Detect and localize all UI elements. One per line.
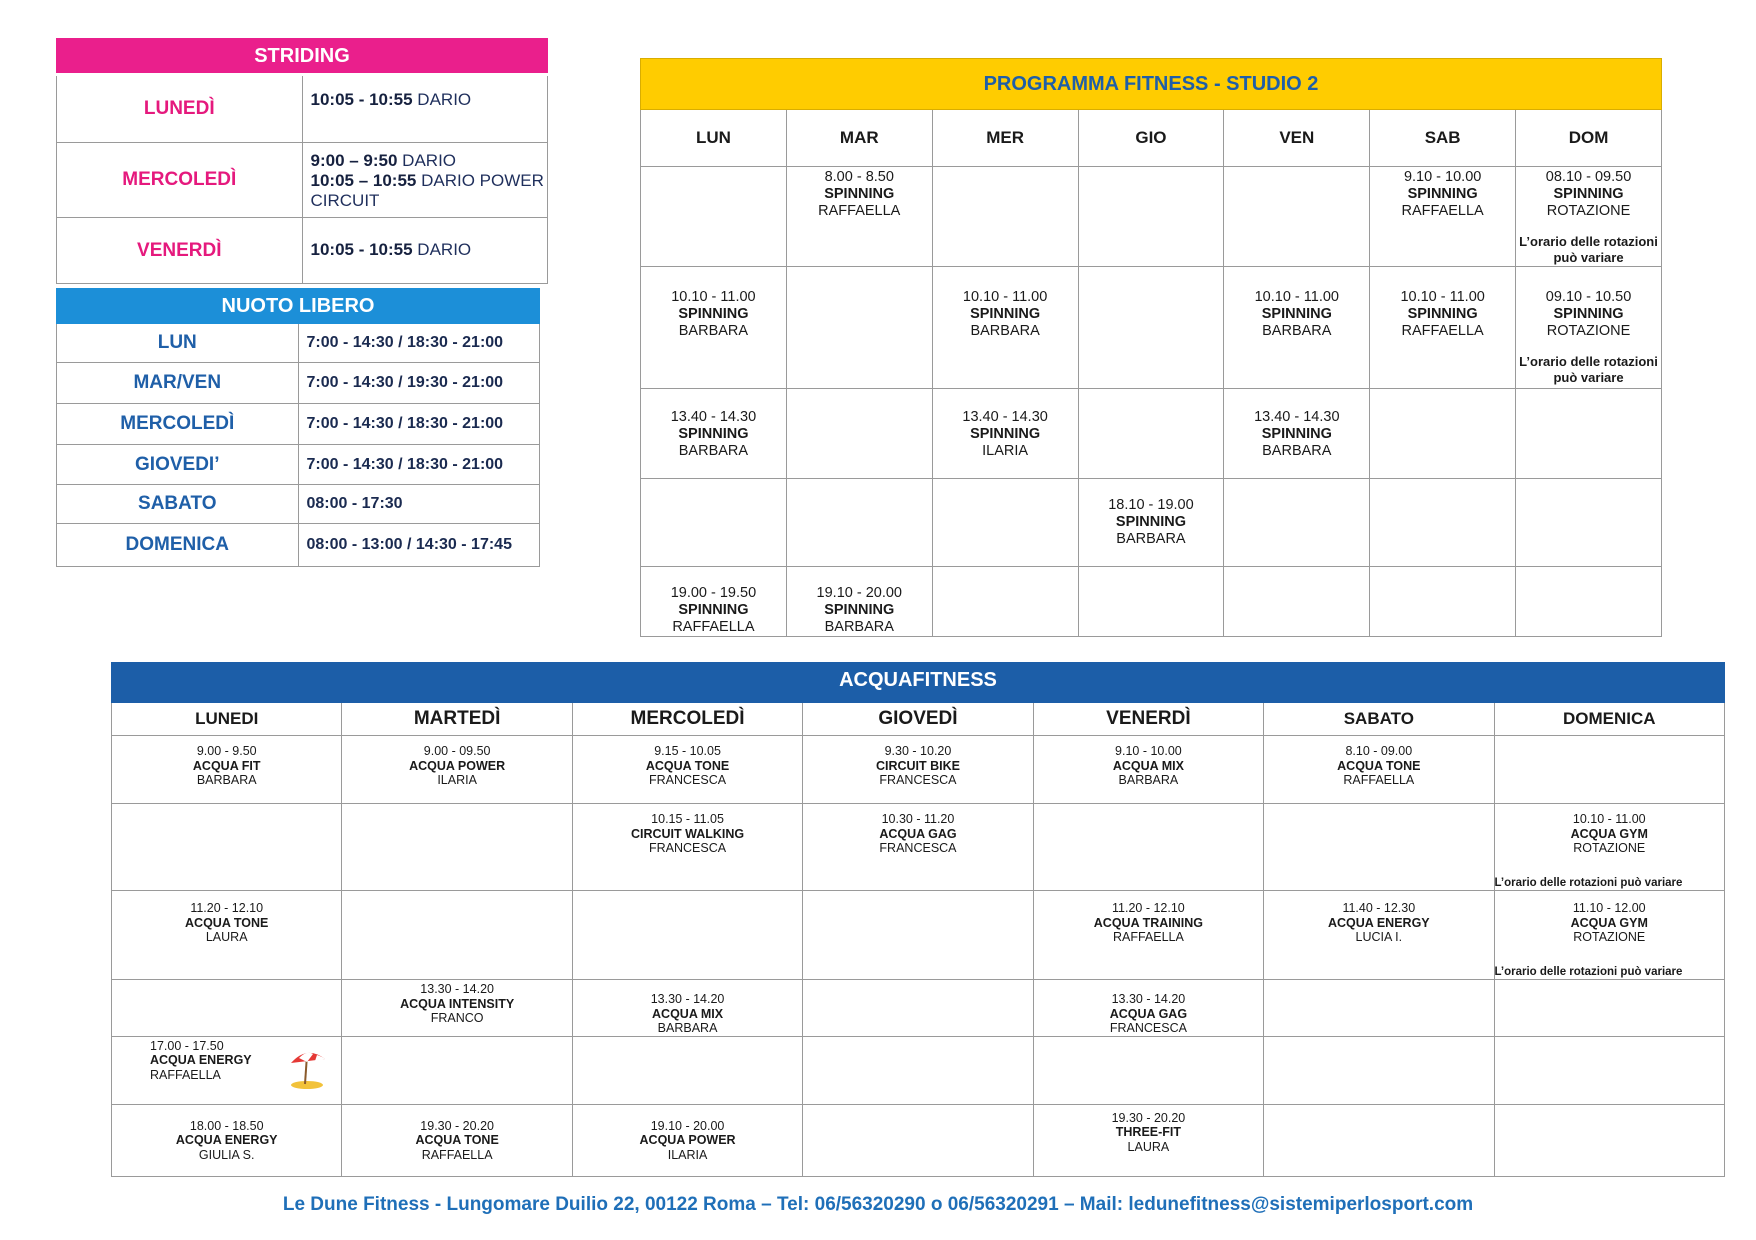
studio-cell xyxy=(1516,567,1662,637)
acqua-cell xyxy=(112,1104,342,1176)
acqua-cell xyxy=(572,804,802,891)
acqua-cell xyxy=(803,980,1033,1037)
acqua-cell xyxy=(803,1036,1033,1104)
acqua-class: ACQUA TONE xyxy=(1337,758,1421,773)
acqua-cell xyxy=(1494,1104,1724,1176)
nuoto-day: SABATO xyxy=(57,485,299,524)
studio-class: SPINNING xyxy=(970,426,1041,442)
acqua-time: 10.15 - 11.05 xyxy=(651,812,724,826)
acqua-cell xyxy=(112,736,342,804)
acqua-row xyxy=(112,1104,1725,1176)
studio-cell xyxy=(1224,267,1370,389)
acqua-cell xyxy=(1494,804,1724,891)
striding-day: LUNEDÌ xyxy=(57,75,303,143)
studio-cell xyxy=(1224,479,1370,567)
acqua-instructor: FRANCO xyxy=(430,1011,484,1025)
striding-day: MERCOLEDÌ xyxy=(57,143,303,218)
nuoto-libero-table xyxy=(56,288,540,567)
acqua-instructor: ROTAZIONE xyxy=(1573,841,1646,855)
studio-day-header: MER xyxy=(932,110,1078,167)
acqua-instructor: RAFFAELLA xyxy=(421,1147,493,1162)
studio-time: 19.00 - 19.50 xyxy=(670,585,757,601)
studio-class: SPINNING xyxy=(1553,306,1624,322)
studio-cell xyxy=(932,167,1078,267)
studio-cell xyxy=(932,567,1078,637)
acqua-cell xyxy=(342,736,572,804)
acqua-cell xyxy=(1033,736,1263,804)
studio-instructor: BARBARA xyxy=(1262,323,1332,339)
striding-table xyxy=(56,38,548,284)
acqua-cell xyxy=(1494,1036,1724,1104)
studio-cell xyxy=(1224,389,1370,479)
nuoto-hours: 7:00 - 14:30 / 19:30 - 21:00 xyxy=(298,363,540,404)
acqua-instructor: ROTAZIONE xyxy=(1573,930,1646,944)
nuoto-day: MERCOLEDÌ xyxy=(57,404,299,445)
acqua-row xyxy=(112,736,1725,804)
acqua-cell xyxy=(1264,804,1494,891)
acqua-cell xyxy=(342,804,572,891)
acqua-instructor: ILARIA xyxy=(437,773,477,787)
studio-time: 10.10 - 11.00 xyxy=(1254,289,1339,305)
acqua-time: 10.10 - 11.00 xyxy=(1572,812,1646,826)
acqua-note: L’orario delle rotazioni può variare xyxy=(1494,876,1683,889)
acqua-instructor: RAFFAELLA xyxy=(1343,773,1415,787)
studio-cell xyxy=(641,567,787,637)
acqua-cell xyxy=(1264,1036,1494,1104)
acqua-day-header: MERCOLEDÌ xyxy=(572,700,802,736)
acqua-instructor: FRANCESCA xyxy=(649,773,727,787)
studio-cell xyxy=(1370,167,1516,267)
studio-class: SPINNING xyxy=(1407,306,1478,322)
acqua-time: 13.30 - 14.20 xyxy=(1111,992,1186,1006)
acqua-cell xyxy=(1033,1104,1263,1176)
acqua-instructor: FRANCESCA xyxy=(649,841,727,855)
acqua-title: ACQUAFITNESS xyxy=(112,663,1725,701)
nuoto-hours: 08:00 - 13:00 / 14:30 - 17:45 xyxy=(298,524,540,567)
striding-text: DARIO xyxy=(412,240,472,259)
striding-info xyxy=(302,143,548,218)
acqua-class: ACQUA GYM xyxy=(1570,826,1648,841)
studio-instructor: ILARIA xyxy=(982,443,1029,459)
studio-cell xyxy=(1516,479,1662,567)
studio-cell xyxy=(786,567,932,637)
studio-time: 8.00 - 8.50 xyxy=(824,169,894,185)
acqua-day-header: GIOVEDÌ xyxy=(803,700,1033,736)
striding-time: 10:05 - 10:55 xyxy=(310,90,413,109)
acqua-cell xyxy=(1494,891,1724,980)
studio-cell xyxy=(932,389,1078,479)
acqua-time: 9.00 - 9.50 xyxy=(196,744,257,758)
acqua-cell xyxy=(1494,736,1724,804)
acqua-cell xyxy=(112,980,342,1037)
striding-time: 9:00 – 9:50 xyxy=(310,151,398,170)
studio-cell xyxy=(1078,389,1224,479)
studio-instructor: ROTAZIONE xyxy=(1546,323,1631,339)
acqua-class: ACQUA MIX xyxy=(652,1006,724,1021)
acqua-cell xyxy=(342,891,572,980)
studio-instructor: RAFFAELLA xyxy=(818,203,901,219)
acqua-class: CIRCUIT WALKING xyxy=(630,826,745,841)
acqua-cell xyxy=(1264,891,1494,980)
acqua-cell xyxy=(803,804,1033,891)
studio-note: L’orario delle rotazioni può variare xyxy=(1519,354,1658,385)
acqua-class: ACQUA GAG xyxy=(1109,1006,1188,1021)
striding-time: 10:05 – 10:55 xyxy=(310,171,417,190)
nuoto-hours: 7:00 - 14:30 / 18:30 - 21:00 xyxy=(298,324,540,363)
studio-time: 10.10 - 11.00 xyxy=(1400,289,1485,305)
acqua-class: ACQUA MIX xyxy=(1112,758,1184,773)
acqua-class: ACQUA GAG xyxy=(879,826,957,841)
studio-cell xyxy=(1224,167,1370,267)
acqua-cell xyxy=(572,980,802,1037)
acqua-cell xyxy=(572,891,802,980)
footer-contact: Le Dune Fitness - Lungomare Duilio 22, 00122 Roma – Tel: 06/56320290 o 06/56320291 – Mail: ledunefitness@sistemiperlosport.com xyxy=(282,1194,1474,1215)
acqua-instructor: FRANCESCA xyxy=(879,841,957,855)
studio-time: 10.10 - 11.00 xyxy=(671,289,756,305)
acqua-instructor: BARBARA xyxy=(657,1021,718,1035)
nuoto-title: NUOTO LIBERO xyxy=(57,289,540,324)
acqua-instructor: LUCIA I. xyxy=(1355,930,1403,944)
acqua-day-header: SABATO xyxy=(1264,700,1494,736)
studio-class: SPINNING xyxy=(970,306,1041,322)
striding-time: 10:05 - 10:55 xyxy=(310,240,413,259)
striding-text: DARIO xyxy=(412,90,472,109)
acqua-instructor: RAFFAELLA xyxy=(1112,930,1184,944)
nuoto-hours: 7:00 - 14:30 / 18:30 - 21:00 xyxy=(298,445,540,485)
acqua-cell xyxy=(112,891,342,980)
acqua-cell xyxy=(112,1036,342,1104)
studio-class: SPINNING xyxy=(1407,186,1478,202)
studio-day-header: MAR xyxy=(786,110,932,167)
acqua-instructor: LAURA xyxy=(205,930,248,944)
acqua-instructor: ILARIA xyxy=(667,1147,708,1162)
studio-time: 13.40 - 14.30 xyxy=(962,409,1048,425)
studio-cell xyxy=(641,389,787,479)
acqua-class: ACQUA ENERGY xyxy=(150,1053,252,1067)
acqua-class: ACQUA TONE xyxy=(415,1133,499,1147)
studio-time: 18.10 - 19.00 xyxy=(1108,497,1194,513)
acqua-instructor: BARBARA xyxy=(1118,773,1179,787)
acqua-class: CIRCUIT BIKE xyxy=(875,758,960,773)
studio-instructor: BARBARA xyxy=(970,323,1040,339)
studio-cell xyxy=(786,389,932,479)
studio-day-header: LUN xyxy=(641,110,787,167)
acqua-time: 9.30 - 10.20 xyxy=(884,744,952,758)
studio-time: 19.10 - 20.00 xyxy=(816,585,902,601)
studio-cell xyxy=(786,267,932,389)
acqua-time: 11.20 - 12.10 xyxy=(190,901,264,915)
nuoto-day: GIOVEDI’ xyxy=(57,445,299,485)
acqua-cell xyxy=(572,1104,802,1176)
studio-class: SPINNING xyxy=(1261,306,1332,322)
studio-cell xyxy=(1224,567,1370,637)
striding-text: DARIO xyxy=(397,151,457,170)
nuoto-day: DOMENICA xyxy=(57,524,299,567)
acqua-cell xyxy=(112,804,342,891)
studio-instructor: RAFFAELLA xyxy=(1401,323,1484,339)
nuoto-day: LUN xyxy=(57,324,299,363)
studio-class: SPINNING xyxy=(1115,514,1186,530)
studio-cell xyxy=(786,167,932,267)
acqua-time: 9.00 - 09.50 xyxy=(423,744,491,758)
acqua-time: 13.30 - 14.20 xyxy=(650,992,725,1006)
acqua-class: ACQUA ENERGY xyxy=(1328,915,1430,930)
acqua-cell xyxy=(1033,891,1263,980)
studio-time: 13.40 - 14.30 xyxy=(670,409,757,425)
striding-day: VENERDÌ xyxy=(57,218,303,284)
studio-instructor: BARBARA xyxy=(1262,443,1332,459)
studio-cell xyxy=(1078,267,1224,389)
nuoto-hours: 7:00 - 14:30 / 18:30 - 21:00 xyxy=(298,404,540,445)
acqua-class: ACQUA POWER xyxy=(409,758,506,773)
studio-title: PROGRAMMA FITNESS - STUDIO 2 xyxy=(641,59,1662,110)
striding-info xyxy=(302,75,548,143)
acqua-time: 19.10 - 20.00 xyxy=(650,1118,725,1133)
studio-cell xyxy=(1516,389,1662,479)
studio-cell xyxy=(641,167,787,267)
acqua-class: ACQUA GYM xyxy=(1570,915,1648,930)
studio-cell xyxy=(1516,167,1662,267)
acqua-instructor: GIULIA S. xyxy=(198,1147,255,1162)
studio-time: 09.10 - 10.50 xyxy=(1545,289,1632,305)
studio-instructor: BARBARA xyxy=(1116,531,1186,547)
acqua-class: ACQUA TRAINING xyxy=(1093,915,1204,930)
studio-class: SPINNING xyxy=(824,186,895,202)
studio-row xyxy=(641,167,1662,267)
acqua-cell xyxy=(803,891,1033,980)
acqua-row xyxy=(112,1036,1725,1104)
studio-class: SPINNING xyxy=(1261,426,1332,442)
acqua-day-header: MARTEDÌ xyxy=(342,700,572,736)
acqua-instructor: RAFFAELLA xyxy=(150,1067,221,1082)
studio-time: 13.40 - 14.30 xyxy=(1254,409,1340,425)
studio-instructor: BARBARA xyxy=(678,443,749,459)
acqua-cell xyxy=(803,736,1033,804)
acqua-cell xyxy=(1264,980,1494,1037)
studio-row xyxy=(641,389,1662,479)
acqua-time: 11.20 - 12.10 xyxy=(1112,901,1185,915)
studio-cell xyxy=(1078,567,1224,637)
acqua-cell xyxy=(1033,980,1263,1037)
studio-day-header: VEN xyxy=(1224,110,1370,167)
beach-umbrella-icon xyxy=(285,1045,331,1091)
striding-title: STRIDING xyxy=(57,39,548,75)
acqua-cell xyxy=(342,980,572,1037)
acqua-cell xyxy=(572,1036,802,1104)
studio-instructor: RAFFAELLA xyxy=(1401,203,1484,219)
acqua-time: 19.30 - 20.20 xyxy=(1111,1110,1186,1125)
acqua-cell xyxy=(1033,1036,1263,1104)
acqua-cell xyxy=(342,1104,572,1176)
studio-row xyxy=(641,567,1662,637)
acqua-day-header: LUNEDI xyxy=(112,700,342,736)
acqua-class: ACQUA TONE xyxy=(645,758,730,773)
studio-cell xyxy=(1078,479,1224,567)
acqua-cell xyxy=(1264,1104,1494,1176)
acqua-day-header: VENERDÌ xyxy=(1033,700,1263,736)
studio-class: SPINNING xyxy=(1553,186,1624,202)
studio-class: SPINNING xyxy=(824,602,895,618)
studio-day-header: GIO xyxy=(1078,110,1224,167)
studio-note: L’orario delle rotazioni può variare xyxy=(1519,234,1658,265)
acqua-class: ACQUA TONE xyxy=(185,915,269,930)
acqua-cell xyxy=(1264,736,1494,804)
acqua-cell xyxy=(803,1104,1033,1176)
acqua-note: L’orario delle rotazioni può variare xyxy=(1494,965,1683,978)
acqua-time: 18.00 - 18.50 xyxy=(189,1118,264,1133)
striding-text: DARIO POWER CIRCUIT xyxy=(310,171,544,210)
studio-class: SPINNING xyxy=(678,306,749,322)
acqua-time: 13.30 - 14.20 xyxy=(420,982,494,996)
studio-cell xyxy=(1370,479,1516,567)
studio-instructor: RAFFAELLA xyxy=(672,619,755,635)
acqua-time: 8.10 - 09.00 xyxy=(1345,744,1413,758)
studio-class: SPINNING xyxy=(678,602,749,618)
acqua-day-header: DOMENICA xyxy=(1494,700,1724,736)
studio-time: 9.10 - 10.00 xyxy=(1403,169,1482,185)
acqua-cell xyxy=(1033,804,1263,891)
studio-cell xyxy=(1078,167,1224,267)
acqua-class: ACQUA INTENSITY xyxy=(400,996,515,1011)
studio2-table xyxy=(640,58,1662,637)
acqua-cell xyxy=(572,736,802,804)
studio-cell xyxy=(641,267,787,389)
studio-time: 08.10 - 09.50 xyxy=(1545,169,1632,185)
acqua-time: 17.00 - 17.50 xyxy=(150,1038,224,1053)
acqua-time: 11.10 - 12.00 xyxy=(1572,901,1646,915)
studio-cell xyxy=(786,479,932,567)
acqua-time: 11.40 - 12.30 xyxy=(1342,901,1416,915)
studio-cell xyxy=(932,479,1078,567)
studio-day-header: SAB xyxy=(1370,110,1516,167)
acqua-time: 9.15 - 10.05 xyxy=(654,744,721,758)
acqua-instructor: FRANCESCA xyxy=(1109,1021,1187,1035)
studio-row xyxy=(641,479,1662,567)
acqua-instructor: LAURA xyxy=(1127,1139,1170,1154)
studio-cell xyxy=(1516,267,1662,389)
studio-time: 10.10 - 11.00 xyxy=(962,289,1048,305)
studio-class: SPINNING xyxy=(678,426,749,442)
nuoto-hours: 08:00 - 17:30 xyxy=(298,485,540,524)
studio-cell xyxy=(932,267,1078,389)
studio-cell xyxy=(1370,567,1516,637)
studio-instructor: BARBARA xyxy=(678,323,749,339)
acqua-row xyxy=(112,804,1725,891)
acqua-class: ACQUA FIT xyxy=(192,758,261,773)
nuoto-day: MAR/VEN xyxy=(57,363,299,404)
acqua-row xyxy=(112,980,1725,1037)
acqua-class: ACQUA ENERGY xyxy=(175,1133,278,1147)
acquafitness-table xyxy=(111,662,1725,1177)
studio-instructor: ROTAZIONE xyxy=(1546,203,1631,219)
acqua-time: 10.30 - 11.20 xyxy=(881,812,955,826)
acqua-time: 19.30 - 20.20 xyxy=(420,1118,494,1133)
acqua-class: THREE-FIT xyxy=(1115,1125,1182,1139)
acqua-cell xyxy=(342,1036,572,1104)
acqua-instructor: BARBARA xyxy=(196,773,257,787)
acqua-row xyxy=(112,891,1725,980)
acqua-time: 9.10 - 10.00 xyxy=(1115,744,1182,758)
studio-cell xyxy=(1370,267,1516,389)
acqua-cell xyxy=(1494,980,1724,1037)
acqua-instructor: FRANCESCA xyxy=(879,773,957,787)
studio-row xyxy=(641,267,1662,389)
studio-day-header: DOM xyxy=(1516,110,1662,167)
studio-cell xyxy=(641,479,787,567)
acqua-class: ACQUA POWER xyxy=(639,1133,736,1147)
studio-instructor: BARBARA xyxy=(824,619,894,635)
striding-info xyxy=(302,218,548,284)
studio-cell xyxy=(1370,389,1516,479)
